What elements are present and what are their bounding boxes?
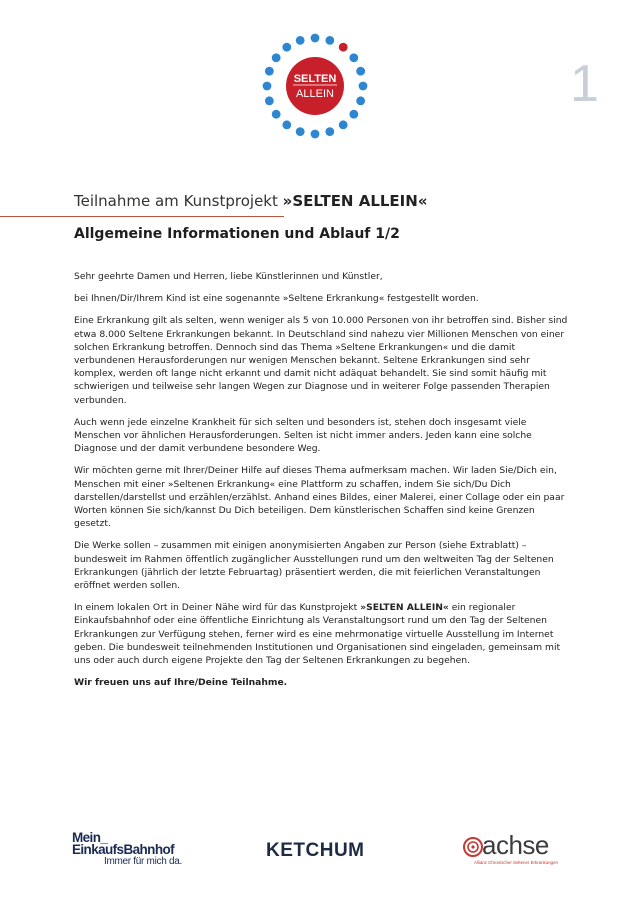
logo-dot [325,127,334,136]
logo-dot [349,53,358,62]
venues-project-name: »SELTEN ALLEIN« [360,602,449,614]
paragraph-definition: Eine Erkrankung gilt als selten, wenn weniger als 5 von 10.000 Personen von ihr betroffen sind. Bisher sind etwa 8.000 Seltene Erkrankungen bekannt. In Deutschland sind nahezu vier Millionen Menschen von einer solchen Erkrankung betroffen. Dennoch sind das Thema »Seltene Erkrankungen« und die damit verbundenen Herausforderungen nur wenigen Menschen bekannt. Seltene Erkrankungen sind sehr komplex, werden oft lange nicht erkannt und damit nicht adäquat behandelt. Sie sind somit häufig mit schwierigen und teilweise sehr langen Wegen zur Diagnose und in weiterer Folge passenden Therapien verbunden. [74,315,568,406]
logo-dot [356,67,365,76]
ketchum-logo: KETCHUM [266,840,365,861]
logo-dot [263,82,272,91]
letter-body [74,270,574,698]
mein-einkaufsbahnhof-logo [72,832,182,868]
project-kicker [74,192,428,210]
logo-center-circle [286,57,344,115]
paragraph-invitation: Wir möchten gerne mit Ihrer/Deiner Hilfe auf dieses Thema aufmerksam machen. Wir laden Sie/Dich ein, Menschen mit einer »Seltenen Erkrankung« eine Plattform zu schaffen, indem Sie sich/Du Dich darstellen/darstellst und erzählen/erzählst. Anhand eines Bildes, einer Malerei, einer Collage oder ein paar Worten können Sie sich/kannst Du Dich beteiligen. Dem künstlerischen Schaffen sind keine Grenzen gesetzt. [74,465,565,530]
logo-dot [339,43,348,52]
paragraph-shared-challenges: Auch wenn jede einzelne Krankheit für sich selten und besonders ist, stehen doch insgesamt viele Menschen vor ähnlichen Herausforderungen. Selten ist nicht immer anders. Jeden kann eine solche Diagnose und der damit verbundene besondere Weg. [74,416,532,455]
kicker-project-name: »SELTEN ALLEIN« [282,192,428,210]
paragraph-exhibitions: Die Werke sollen – zusammen mit einigen anonymisierten Angaben zur Person (siehe Extrablatt) – bundesweit im Rahmen öffentlich zugänglicher Ausstellungen rund um den weltweiten Tag der Seltenen Erkrankungen (jährlich der letzte Februartag) präsentiert werden, die mit feierlichen Veranstaltungen eröffnet werden sollen. [74,540,554,592]
venues-text-end: ein regionaler Einkaufsbahnhof oder eine öffentliche Einrichtung als Veranstaltungsort rund um den Tag der Seltenen Erkrankungen zur Verfügung stehen, ferner wird es eine mehrmonatige virtuelle Ausstellung im Internet geben. Die bundesweit teilnehmenden Institutionen und Organisationen sind eingeladen, gemeinsam mit uns oder auch durch eigene Projekte den Tag der Seltenen Erkrankungen zu begehen. [74,602,561,667]
paragraph-diagnosis: bei Ihnen/Dir/Ihrem Kind ist eine sogenannte »Seltene Erkrankung« festgestellt worden. [74,293,479,305]
mek-line1: Mein_ [72,830,108,845]
logo-dot [272,53,281,62]
logo-dot [311,130,320,139]
logo-dot [296,36,305,45]
venues-text-start: In einem lokalen Ort in Deiner Nähe wird für das Kunstprojekt [74,602,361,614]
title-rule [0,216,284,217]
logo-dot [325,36,334,45]
logo-dot [282,120,291,129]
logo-dot [272,110,281,119]
logo-text-allein: ALLEIN [296,88,334,100]
logo-dot [265,96,274,105]
logo-dot [282,43,291,52]
achse-logo [462,830,572,874]
logo-dot [296,127,305,136]
achse-subtitle: Allianz Chronischer Seltener Erkrankungen [474,860,558,865]
logo-dot [265,67,274,76]
page-number: 1 [570,55,599,113]
logo-dot [349,110,358,119]
paragraph-venues [74,601,574,667]
paragraph-closing: Wir freuen uns auf Ihre/Deine Teilnahme. [74,677,288,689]
logo-dot [311,34,320,43]
kicker-prefix: Teilnahme am Kunstprojekt [74,192,283,210]
mek-line2: EinkaufsBahnhof [72,842,175,857]
logo-ring [255,26,375,146]
achse-wordmark: achse [482,830,549,860]
selten-allein-logo [255,26,375,146]
paragraph-salutation: Sehr geehrte Damen und Herren, liebe Künstlerinnen und Künstler, [74,271,383,282]
page-title: Allgemeine Informationen und Ablauf 1/2 [74,226,400,242]
logo-text-selten: SELTEN [293,73,337,85]
logo-dot [356,96,365,105]
logo-dot [339,120,348,129]
achse-swirl-icon [462,836,484,858]
mek-tagline: Immer für mich da. [104,856,182,867]
logo-dot [359,82,368,91]
